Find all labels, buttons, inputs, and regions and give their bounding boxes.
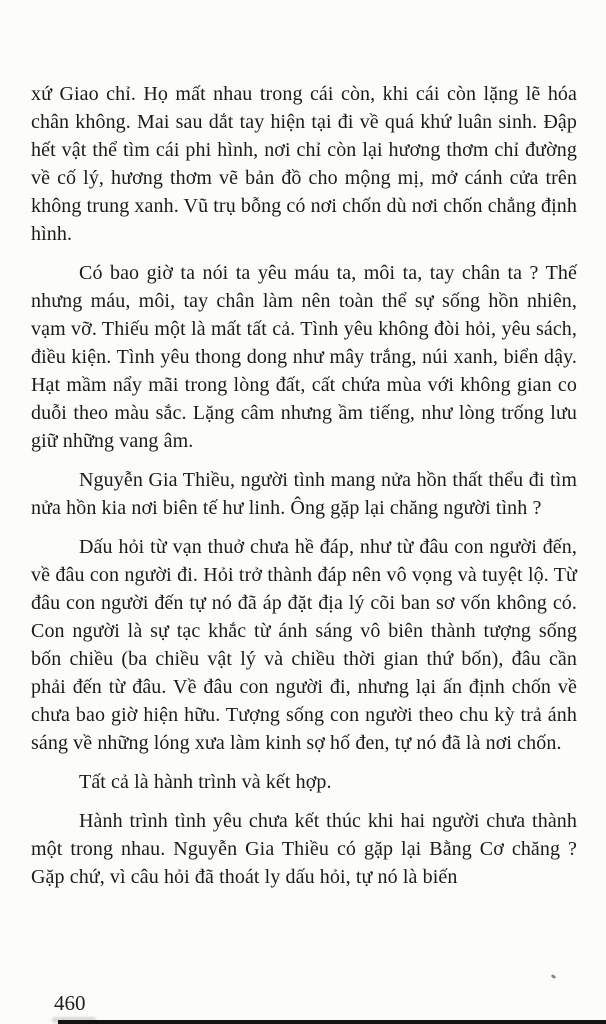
body-text	[31, 80, 577, 902]
paragraph: Hành trình tình yêu chưa kết thúc khi hai người chưa thành một trong nhau. Nguyễn Gia Thiều có gặp lại Bằng Cơ chăng ? Gặp chứ, vì câu hỏi đã thoát ly dấu hỏi, tự nó là biến	[31, 810, 577, 888]
scan-speck	[551, 974, 557, 979]
paragraph: Tất cả là hành trình và kết hợp.	[79, 771, 332, 793]
paragraph: Có bao giờ ta nói ta yêu máu ta, môi ta, tay chân ta ? Thế nhưng máu, môi, tay chân làm nên toàn thể sự sống hồn nhiên, vạm vỡ. Thiếu một là mất tất cả. Tình yêu không đòi hỏi, yêu sách, điều kiện. Tình yêu thong dong như mây trắng, núi xanh, biển dậy. Hạt mầm nẩy mãi trong lòng đất, cất chứa mùa với không gian co duỗi theo màu sắc. Lặng câm nhưng ầm tiếng, như lòng trống lưu giữ những vang âm.	[31, 262, 577, 452]
scan-artifact-bar	[58, 1020, 606, 1024]
paragraph: Nguyễn Gia Thiều, người tình mang nửa hồn thất thểu đi tìm nửa hồn kia nơi biên tế hư linh. Ông gặp lại chăng người tình ?	[31, 469, 577, 519]
paragraph: Dấu hỏi từ vạn thuở chưa hề đáp, như từ đâu con người đến, về đâu con người đi. Hỏi trở thành đáp nên vô vọng và tuyệt lộ. Từ đâu con người đến tự nó đã áp đặt địa lý cõi ban sơ vốn không có. Con người là sự tạc khắc từ ánh sáng vô biên thành tượng sống bốn chiều (ba chiều vật lý và chiều thời gian thứ bốn), đâu cần phải đến từ đâu. Về đâu con người đi, nhưng lại ấn định chốn về chưa bao giờ hiện hữu. Tượng sống con người theo chu kỳ trả ánh sáng về những lóng xưa làm kinh sợ hố đen, tự nó đã là nơi chốn.	[31, 536, 577, 754]
paragraph: xứ Giao chỉ. Họ mất nhau trong cái còn, khi cái còn lặng lẽ hóa chân không. Mai sau dắt tay hiện tại đi về quá khứ luân sinh. Đập hết vật thể tìm cái phi hình, nơi chỉ còn lại hương thơm chỉ đường về cố lý, hương thơm vẽ bản đồ cho mộng mị, mở cánh cửa trên không trung xanh. Vũ trụ bỗng có nơi chốn dù nơi chốn chẳng định hình.	[31, 83, 577, 245]
page-number: 460	[54, 991, 86, 1015]
